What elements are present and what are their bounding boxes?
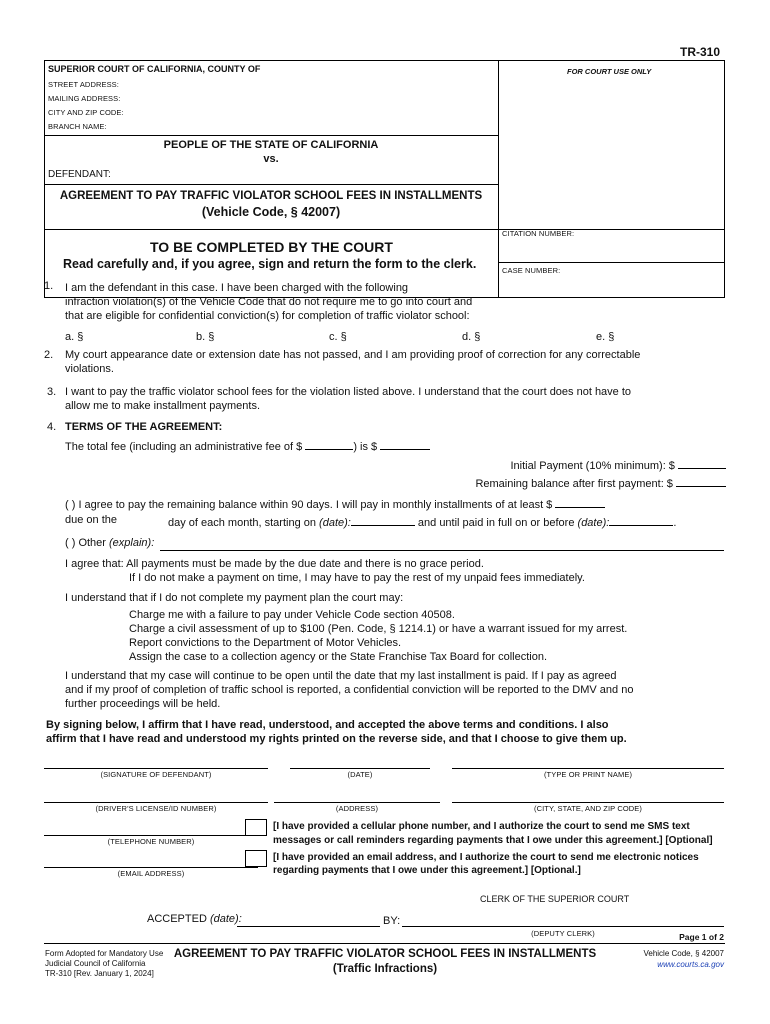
paid-in-full-label: and until paid in full on or before (417, 517, 575, 529)
license-field[interactable] (44, 802, 268, 803)
accepted-line (147, 913, 242, 925)
item-1-line-2: infraction violation(s) of the Vehicle Code that do not require me to go into court and (65, 296, 473, 308)
end-date-hint: (date): (577, 517, 610, 529)
item-3-line-1: I want to pay the traffic violator school fees for the violation listed above. I understand that the court does not have to (65, 386, 632, 398)
print-name-label: (TYPE OR PRINT NAME) (543, 770, 633, 779)
versus: vs. (263, 153, 279, 165)
adopted-line-2: Judicial Council of California (45, 959, 146, 968)
section-c: c. § (329, 331, 347, 343)
accepted-label: ACCEPTED (147, 913, 207, 925)
court-use-label: FOR COURT USE ONLY (567, 67, 652, 76)
remaining-balance-label: Remaining balance after first payment: $ (475, 478, 673, 490)
item-2-line-2: violations. (65, 363, 114, 375)
item-3-line-2: allow me to make installment payments. (65, 400, 261, 412)
item-1-line-1: I am the defendant in this case. I have been charged with the following (65, 282, 409, 294)
consequence-4: Assign the case to a collection agency or the State Franchise Tax Board for collection. (129, 651, 548, 663)
email-consent-line-2: regarding payments that I owe under this agreement.] [Optional.] (273, 865, 581, 876)
license-label: (DRIVER'S LICENSE/ID NUMBER) (95, 804, 217, 813)
branch-name-label: BRANCH NAME: (48, 122, 107, 131)
remaining-balance-line (475, 475, 726, 490)
address-field[interactable] (274, 802, 440, 803)
remaining-balance-field[interactable] (676, 475, 726, 487)
signature-label: (SIGNATURE OF DEFENDANT) (100, 770, 212, 779)
item-3-number: 3. (47, 386, 57, 398)
sms-consent-line-1: [I have provided a cellular phone number, and I authorize the court to send me SMS text (273, 821, 690, 832)
city-zip-label: CITY AND ZIP CODE: (48, 108, 124, 117)
other-explain-hint: (explain): (109, 537, 155, 549)
end-date-field[interactable] (609, 514, 673, 526)
section-b: b. § (196, 331, 215, 343)
start-date-line (168, 514, 676, 529)
accepted-date-hint: (date): (209, 913, 242, 925)
monthly-installment-field[interactable] (555, 496, 605, 508)
item-4-number: 4. (47, 421, 57, 433)
signature-field[interactable] (44, 768, 268, 769)
open-case-line-2: and if my proof of completion of traffic school is reported, a confidential conviction will be reported to the DMV and no (65, 684, 634, 696)
item-2-line-1: My court appearance date or extension date has not passed, and I am providing proof of correction for any correctable (65, 349, 641, 361)
period: . (673, 517, 677, 529)
deputy-clerk-label: (DEPUTY CLERK) (531, 929, 595, 938)
initial-payment-line (510, 457, 726, 472)
item-1-line-3: that are eligible for confidential conviction(s) for completion of traffic violator school: (65, 310, 470, 322)
city-state-zip-label: (CITY, STATE, AND ZIP CODE) (534, 804, 642, 813)
accepted-date-field[interactable] (237, 926, 380, 927)
due-on-label: due on the (65, 514, 117, 526)
section-e: e. § (596, 331, 615, 343)
telephone-label: (TELEPHONE NUMBER) (107, 837, 195, 846)
open-case-line-1: I understand that my case will continue to be open until the date that my last installment is paid. If I pay as agreed (65, 670, 617, 682)
court-name: SUPERIOR COURT OF CALIFORNIA, COUNTY OF (48, 64, 261, 74)
date-label: (DATE) (347, 770, 373, 779)
initial-payment-field[interactable] (678, 457, 726, 469)
other-label: ( ) Other (65, 537, 106, 549)
sms-consent-checkbox[interactable] (245, 819, 267, 836)
total-fee-label: The total fee (including an administrative fee of $ (65, 441, 303, 453)
print-name-field[interactable] (452, 768, 724, 769)
court-heading: TO BE COMPLETED BY THE COURT (150, 239, 393, 255)
item-2-number: 2. (44, 349, 54, 361)
start-date-hint: (date): (319, 517, 351, 529)
defendant-label: DEFENDANT: (48, 169, 111, 180)
people-title: PEOPLE OF THE STATE OF CALIFORNIA (163, 139, 379, 151)
section-a: a. § (65, 331, 84, 343)
agree-line-2: If I do not make a payment on time, I may have to pay the rest of my unpaid fees immediately. (129, 572, 585, 584)
consequence-2: Charge a civil assessment of up to $100 (Pen. Code, § 1214.1) or have a warrant issued for my arrest. (129, 623, 628, 635)
total-fee-is: ) is $ (353, 441, 378, 453)
footer-title: AGREEMENT TO PAY TRAFFIC VIOLATOR SCHOOL FEES IN INSTALLMENTS (173, 948, 597, 960)
start-date-field[interactable] (351, 514, 415, 526)
affirm-line-2: affirm that I have read and understood my rights printed on the reverse side, and that I choose to give them up. (46, 733, 627, 745)
other-option (65, 537, 154, 549)
other-explain-field[interactable] (160, 550, 724, 551)
option-90-days-label: ( ) I agree to pay the remaining balance within 90 days. I will pay in monthly installments of at least $ (65, 499, 553, 511)
initial-payment-label: Initial Payment (10% minimum): $ (510, 460, 675, 472)
item-1-number: 1. (44, 280, 54, 292)
email-field[interactable] (44, 867, 258, 868)
court-may-label: I understand that if I do not complete my payment plan the court may: (65, 592, 404, 604)
form-id: TR-310 (680, 45, 721, 59)
footer-code: Vehicle Code, § 42007 (643, 949, 724, 958)
form-title: AGREEMENT TO PAY TRAFFIC VIOLATOR SCHOOL FEES IN INSTALLMENTS (59, 190, 483, 202)
date-field[interactable] (290, 768, 430, 769)
consequence-3: Report convictions to the Department of Motor Vehicles. (129, 637, 402, 649)
city-state-zip-field[interactable] (452, 802, 724, 803)
page-number: Page 1 of 2 (679, 932, 724, 942)
courts-website-link[interactable]: www.courts.ca.gov (657, 960, 724, 969)
email-label: (EMAIL ADDRESS) (117, 869, 185, 878)
start-date-label: day of each month, starting on (168, 517, 316, 529)
section-d: d. § (462, 331, 481, 343)
open-case-line-3: further proceedings will be held. (65, 698, 221, 710)
adopted-line-3: TR-310 [Rev. January 1, 2024] (45, 969, 154, 978)
case-number-label: CASE NUMBER: (502, 266, 561, 275)
footer-subtitle: (Traffic Infractions) (332, 963, 438, 975)
form-subtitle: (Vehicle Code, § 42007) (201, 205, 341, 219)
sms-consent-line-2: messages or call reminders regarding payments that I owe under this agreement.] [Optional] (273, 835, 713, 846)
consequence-1: Charge me with a failure to pay under Vehicle Code section 40508. (129, 609, 455, 621)
email-consent-line-1: [I have provided an email address, and I authorize the court to send me electronic notices (273, 852, 699, 863)
address-label: (ADDRESS) (335, 804, 379, 813)
admin-fee-field[interactable] (305, 438, 353, 450)
item-4-title: TERMS OF THE AGREEMENT: (65, 421, 223, 433)
option-90-days-line (65, 496, 605, 511)
total-fee-line (65, 438, 430, 453)
instruction: Read carefully and, if you agree, sign and return the form to the clerk. (63, 257, 477, 271)
clerk-label: CLERK OF THE SUPERIOR COURT (480, 894, 630, 904)
deputy-clerk-field[interactable] (402, 926, 724, 927)
email-consent-checkbox[interactable] (245, 850, 267, 867)
by-label: BY: (383, 915, 401, 927)
street-address-label: STREET ADDRESS: (48, 80, 119, 89)
mailing-address-label: MAILING ADDRESS: (48, 94, 121, 103)
adopted-line-1: Form Adopted for Mandatory Use (45, 949, 164, 958)
affirm-line-1: By signing below, I affirm that I have read, understood, and accepted the above terms and conditions. I also (46, 719, 609, 731)
agree-line-1: I agree that: All payments must be made by the due date and there is no grace period. (65, 558, 484, 570)
telephone-field[interactable] (44, 835, 258, 836)
total-fee-field[interactable] (380, 438, 430, 450)
citation-number-label: CITATION NUMBER: (502, 229, 575, 238)
